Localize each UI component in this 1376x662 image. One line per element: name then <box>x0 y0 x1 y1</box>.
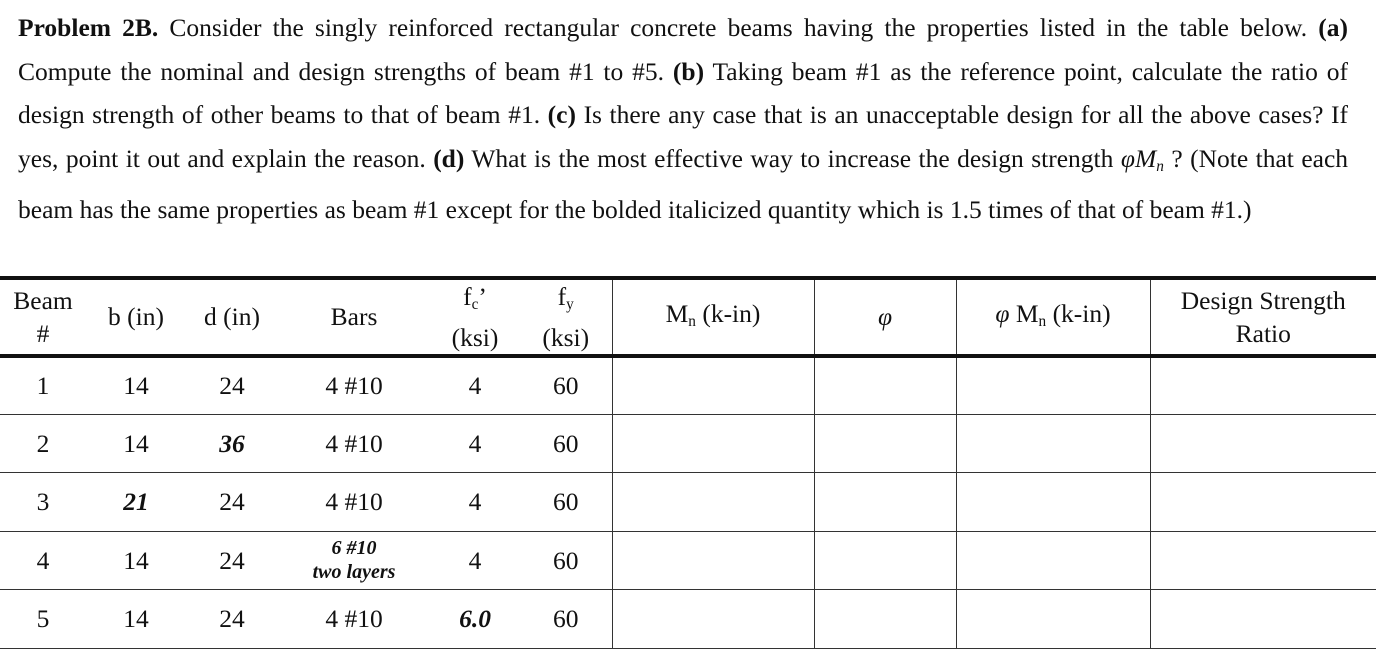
cell-b: 14 <box>86 590 186 649</box>
cell-ratio[interactable] <box>1150 356 1376 415</box>
cell-mn[interactable] <box>612 590 814 649</box>
part-b-label: (b) <box>672 56 705 86</box>
cell-ratio[interactable] <box>1150 414 1376 473</box>
problem-statement <box>18 6 1348 231</box>
header-phi: φ <box>814 278 956 356</box>
header-mn: $M_n$ (k-in) <box>612 278 814 356</box>
mn-symbol: M <box>1134 143 1157 173</box>
cell-ratio[interactable] <box>1150 590 1376 649</box>
cell-ratio[interactable] <box>1150 531 1376 590</box>
part-d-end: ? (Note that each beam has the same properties as beam #1 except for the bolded italicized quantity which is 1.5 times of that of beam #1.) <box>18 143 1349 224</box>
part-d-text: What is the most effective way to increase the design strength <box>471 143 1114 173</box>
part-a-text: Compute the nominal and design strengths of beam #1 to #5. <box>18 56 665 86</box>
header-fc: $f_c$’ (ksi) <box>430 278 520 356</box>
cell-bars: 4 #10 <box>278 414 430 473</box>
mn-subscript: n <box>1156 157 1164 175</box>
table-row <box>0 590 1376 649</box>
cell-d: 24 <box>186 531 278 590</box>
cell-bars: 4 #10 <box>278 356 430 415</box>
cell-phi-mn[interactable] <box>956 473 1150 532</box>
phi-symbol: φ <box>1120 143 1135 173</box>
cell-fc: 4 <box>430 414 520 473</box>
table-row <box>0 473 1376 532</box>
header-design-strength-ratio: Design Strength Ratio <box>1150 278 1376 356</box>
cell-fy: 60 <box>520 531 612 590</box>
cell-beam: 5 <box>0 590 86 649</box>
cell-phi[interactable] <box>814 590 956 649</box>
cell-beam: 2 <box>0 414 86 473</box>
cell-mn[interactable] <box>612 473 814 532</box>
cell-mn[interactable] <box>612 531 814 590</box>
cell-b: 14 <box>86 356 186 415</box>
cell-fy: 60 <box>520 590 612 649</box>
part-c-text: Is there any case that is an unacceptable design for all the above cases? If yes, point it out and explain the reason. <box>18 100 1349 173</box>
cell-bars: 6 #10 two layers <box>278 531 430 590</box>
cell-phi[interactable] <box>814 473 956 532</box>
cell-bars: 4 #10 <box>278 590 430 649</box>
beam-properties-table <box>0 276 1376 649</box>
cell-ratio[interactable] <box>1150 473 1376 532</box>
cell-phi[interactable] <box>814 531 956 590</box>
cell-beam: 3 <box>0 473 86 532</box>
table-row <box>0 356 1376 415</box>
header-beam: Beam # <box>0 278 86 356</box>
cell-phi-mn[interactable] <box>956 356 1150 415</box>
cell-mn[interactable] <box>612 414 814 473</box>
cell-phi[interactable] <box>814 414 956 473</box>
cell-fy: 60 <box>520 356 612 415</box>
cell-bars: 4 #10 <box>278 473 430 532</box>
cell-d: 24 <box>186 590 278 649</box>
cell-fc: 6.0 <box>430 590 520 649</box>
cell-fy: 60 <box>520 414 612 473</box>
header-fy: $f_y$ (ksi) <box>520 278 612 356</box>
cell-fc: 4 <box>430 531 520 590</box>
cell-fy: 60 <box>520 473 612 532</box>
cell-mn[interactable] <box>612 356 814 415</box>
cell-beam: 1 <box>0 356 86 415</box>
cell-d: 36 <box>186 414 278 473</box>
cell-b: 14 <box>86 414 186 473</box>
header-b: b (in) <box>86 278 186 356</box>
cell-b: 14 <box>86 531 186 590</box>
cell-fc: 4 <box>430 356 520 415</box>
cell-phi-mn[interactable] <box>956 531 1150 590</box>
cell-beam: 4 <box>0 531 86 590</box>
problem-paragraph <box>18 6 1348 231</box>
cell-d: 24 <box>186 473 278 532</box>
part-d-label: (d) <box>433 143 465 173</box>
table-row <box>0 414 1376 473</box>
table-row <box>0 531 1376 590</box>
header-d: d (in) <box>186 278 278 356</box>
part-b-text: Taking beam #1 as the reference point, calculate the ratio of design strength of other beams to that of beam #1. <box>18 56 1348 129</box>
cell-b: 21 <box>86 473 186 532</box>
problem-heading: Problem 2B. <box>18 13 159 42</box>
cell-phi-mn[interactable] <box>956 414 1150 473</box>
problem-intro: Consider the singly reinforced rectangular concrete beams having the properties listed in the table below. <box>169 13 1308 42</box>
table-header-row <box>0 278 1376 356</box>
header-phi-mn: φ $M_n$ (k-in) <box>956 278 1150 356</box>
cell-d: 24 <box>186 356 278 415</box>
header-bars: Bars <box>278 278 430 356</box>
part-a-label: (a) <box>1318 13 1348 42</box>
cell-phi[interactable] <box>814 356 956 415</box>
cell-fc: 4 <box>430 473 520 532</box>
part-c-label: (c) <box>547 100 576 129</box>
cell-phi-mn[interactable] <box>956 590 1150 649</box>
